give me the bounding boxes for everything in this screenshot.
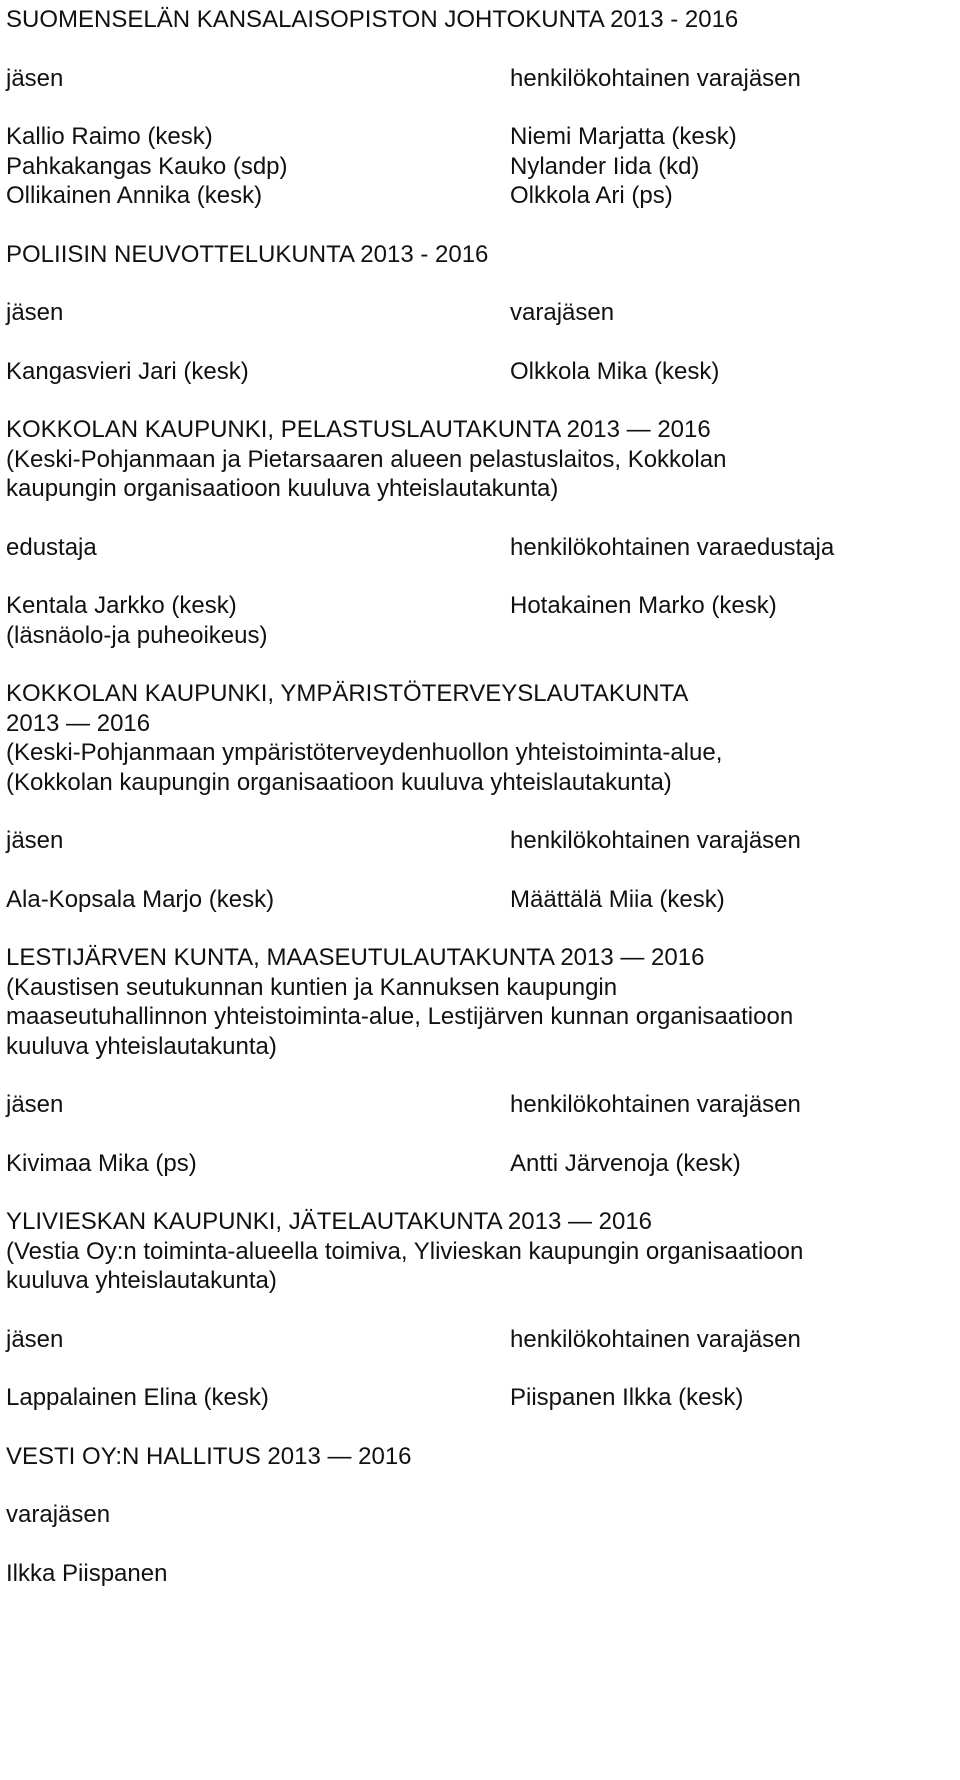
- member-name: Ala-Kopsala Marjo (kesk): [6, 885, 275, 913]
- right-column-header: henkilökohtainen varajäsen: [510, 1325, 801, 1353]
- right-column-header: varajäsen: [510, 299, 615, 326]
- deputy-name: Olkkola Ari (ps): [510, 182, 673, 209]
- section-description: kaupungin organisaatioon kuuluva yhteislautakunta): [6, 475, 559, 502]
- document-page: [6, 0, 954, 1588]
- right-column-header: henkilökohtainen varajäsen: [510, 64, 801, 92]
- right-column-header: henkilökohtainen varaedustaja: [510, 533, 835, 561]
- section-title: VESTI OY:N HALLITUS 2013 — 2016: [6, 1442, 412, 1470]
- deputy-name: Niemi Marjatta (kesk): [510, 123, 737, 150]
- left-column-header: jäsen: [6, 1091, 64, 1118]
- left-column-header: edustaja: [6, 533, 97, 561]
- deputy-name: Piispanen Ilkka (kesk): [510, 1384, 744, 1411]
- section-description: (Keski-Pohjanmaan ja Pietarsaaren alueen pelastuslaitos, Kokkolan: [6, 445, 727, 473]
- member-name: Pahkakangas Kauko (sdp): [6, 152, 288, 180]
- member-row: [6, 591, 954, 621]
- member-name: Kangasvieri Jari (kesk): [6, 357, 249, 385]
- member-name: Kentala Jarkko (kesk): [6, 592, 237, 619]
- section-jatelautakunta: [6, 1207, 954, 1413]
- left-column-header: varajäsen: [6, 1501, 111, 1528]
- member-name: Lappalainen Elina (kesk): [6, 1384, 269, 1411]
- member-name: Kallio Raimo (kesk): [6, 123, 213, 150]
- left-column-header: jäsen: [6, 1325, 64, 1353]
- member-row: [6, 1383, 954, 1413]
- section-description: kuuluva yhteislautakunta): [6, 1032, 277, 1060]
- member-name: Ollikainen Annika (kesk): [6, 182, 263, 209]
- member-row: [6, 152, 954, 182]
- section-ymparistoterveyslautakunta: [6, 679, 954, 914]
- left-column-header: jäsen: [6, 827, 64, 854]
- section-pelastuslautakunta: [6, 415, 954, 650]
- section-description: (Keski-Pohjanmaan ympäristöterveydenhuollon yhteistoiminta-alue,: [6, 739, 723, 766]
- section-description: (Vestia Oy:n toiminta-alueella toimiva, Ylivieskan kaupungin organisaatioon: [6, 1237, 804, 1265]
- column-headers: [6, 1090, 954, 1120]
- section-vesti-hallitus: [6, 1442, 954, 1589]
- right-column-header: henkilökohtainen varajäsen: [510, 827, 801, 854]
- member-row: [6, 181, 954, 211]
- section-suomenselan-johtokunta: [6, 5, 954, 211]
- column-headers: [6, 298, 954, 328]
- member-name: Ilkka Piispanen: [6, 1559, 168, 1587]
- section-title: KOKKOLAN KAUPUNKI, PELASTUSLAUTAKUNTA 2013 — 2016: [6, 416, 711, 443]
- section-poliisin-neuvottelukunta: [6, 240, 954, 387]
- deputy-name: [510, 1559, 954, 1589]
- left-column-header: jäsen: [6, 64, 64, 92]
- section-title: LESTIJÄRVEN KUNTA, MAASEUTULAUTAKUNTA 2013 — 2016: [6, 944, 705, 971]
- section-description: kuuluva yhteislautakunta): [6, 1267, 277, 1294]
- deputy-name: [510, 621, 954, 651]
- column-headers: [6, 1325, 954, 1355]
- section-title-years: 2013 — 2016: [6, 709, 151, 737]
- column-headers: [6, 826, 954, 856]
- right-column-header: henkilökohtainen varajäsen: [510, 1091, 801, 1118]
- member-name: Kivimaa Mika (ps): [6, 1149, 197, 1177]
- right-column-header: [510, 1500, 954, 1530]
- member-row: [6, 1559, 954, 1589]
- deputy-name: Olkkola Mika (kesk): [510, 357, 720, 385]
- deputy-name: Hotakainen Marko (kesk): [510, 592, 777, 619]
- section-title: KOKKOLAN KAUPUNKI, YMPÄRISTÖTERVEYSLAUTAKUNTA: [6, 680, 689, 707]
- section-description: maaseutuhallinnon yhteistoiminta-alue, Lestijärven kunnan organisaatioon: [6, 1003, 794, 1030]
- deputy-name: Määttälä Miia (kesk): [510, 885, 725, 913]
- section-maaseutulautakunta: [6, 943, 954, 1178]
- member-row: [6, 885, 954, 915]
- section-title: SUOMENSELÄN KANSALAISOPISTON JOHTOKUNTA 2013 - 2016: [6, 6, 739, 33]
- deputy-name: Nylander Iida (kd): [510, 152, 700, 180]
- member-note: (läsnäolo-ja puheoikeus): [6, 621, 268, 649]
- member-row: [6, 122, 954, 152]
- section-title: POLIISIN NEUVOTTELUKUNTA 2013 - 2016: [6, 240, 489, 268]
- column-headers: [6, 64, 954, 94]
- member-row: [6, 621, 954, 651]
- left-column-header: jäsen: [6, 299, 64, 326]
- deputy-name: Antti Järvenoja (kesk): [510, 1149, 741, 1177]
- section-description: (Kaustisen seutukunnan kuntien ja Kannuksen kaupungin: [6, 973, 618, 1001]
- member-row: [6, 1149, 954, 1179]
- section-title: YLIVIESKAN KAUPUNKI, JÄTELAUTAKUNTA 2013 — 2016: [6, 1208, 653, 1235]
- column-headers: [6, 1500, 954, 1530]
- section-description: (Kokkolan kaupungin organisaatioon kuuluva yhteislautakunta): [6, 768, 672, 796]
- member-row: [6, 357, 954, 387]
- column-headers: [6, 533, 954, 563]
